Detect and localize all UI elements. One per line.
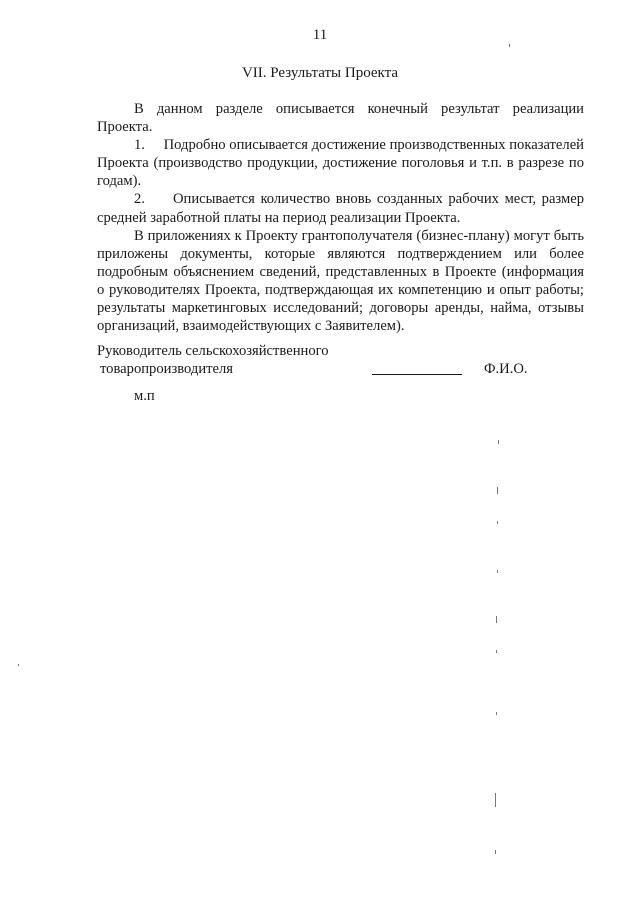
stamp-label: м.п — [134, 388, 155, 404]
paragraph-item-1: 1. Подробно описывается достижение производственных показателей Проекта (производство продукции, достижение поголовья и т.п. в разрезе по годам). — [97, 137, 584, 190]
scan-speck — [495, 793, 496, 807]
paragraph-intro: В данном разделе описывается конечный результат реализации Проекта. — [97, 101, 584, 136]
scan-speck — [497, 570, 498, 573]
scan-speck — [497, 521, 498, 524]
scan-speck — [496, 616, 497, 623]
signature-line — [372, 374, 462, 375]
scan-speck — [509, 44, 510, 47]
scan-speck — [18, 664, 19, 666]
paragraph-item-2: 2. Описывается количество вновь созданных рабочих мест, размер средней заработной платы на период реализации Проекта. — [97, 191, 584, 226]
signature-role-line-1: Руководитель сельскохозяйственного — [97, 343, 329, 359]
scan-speck — [498, 440, 499, 444]
section-title: VII. Результаты Проекта — [241, 65, 399, 81]
page-number: 11 — [312, 27, 328, 43]
scan-speck — [497, 487, 498, 494]
scan-speck — [495, 850, 496, 854]
signature-name-placeholder: Ф.И.О. — [484, 361, 528, 377]
signature-role-line-2: товаропроизводителя — [100, 361, 233, 377]
paragraph-attachments: В приложениях к Проекту грантополучателя (бизнес-плану) могут быть приложены документы, которые являются подтверждением или более подробным объяснением сведений, представленных в Проекте (информация о руководителях Проекта, подтверждающая их компетенцию и опыт работы; результаты маркетинговых исследований; договоры аренды, найма, отзывы организаций, взаимодействующих с Заявителем). — [97, 227, 584, 335]
scan-speck — [496, 712, 497, 715]
scan-speck — [496, 650, 497, 653]
section-body — [97, 100, 584, 335]
